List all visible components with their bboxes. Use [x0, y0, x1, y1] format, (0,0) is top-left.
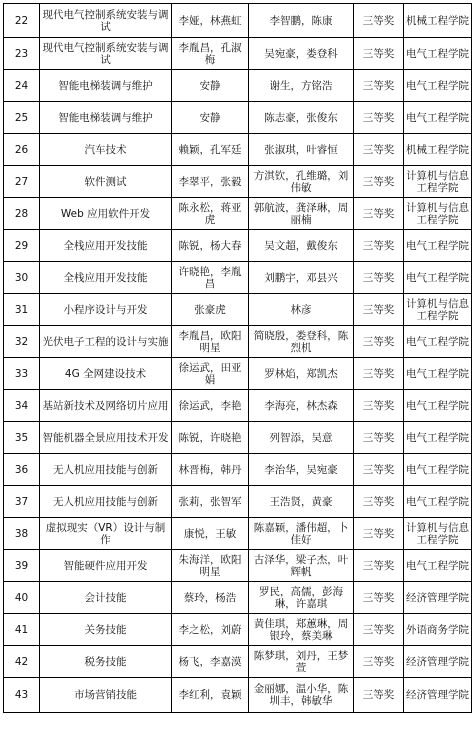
- cell-number: 32: [4, 326, 40, 358]
- table-row: [4, 102, 472, 134]
- cell-college: 电气工程学院: [404, 358, 472, 390]
- cell-number: 28: [4, 198, 40, 230]
- cell-college: 电气工程学院: [404, 550, 472, 582]
- cell-project: 全栈应用开发技能: [40, 230, 172, 262]
- cell-award: 三等奖: [354, 262, 404, 294]
- cell-project: 关务技能: [40, 614, 172, 646]
- cell-college: 机械工程学院: [404, 4, 472, 38]
- cell-students: 谢生，方铭浩: [249, 70, 354, 102]
- cell-teachers: 徐运武，田亚娟: [172, 358, 249, 390]
- table-row: [4, 422, 472, 454]
- cell-number: 41: [4, 614, 40, 646]
- cell-award: 三等奖: [354, 390, 404, 422]
- cell-college: 电气工程学院: [404, 70, 472, 102]
- cell-students: 王浩贤，黄豪: [249, 486, 354, 518]
- cell-students: 古泽华，梁子杰，叶辉帆: [249, 550, 354, 582]
- cell-project: 现代电气控制系统安装与调试: [40, 38, 172, 70]
- table-row: [4, 134, 472, 166]
- table-row: [4, 678, 472, 713]
- cell-teachers: 安静: [172, 102, 249, 134]
- cell-students: 李海亮，林杰森: [249, 390, 354, 422]
- cell-teachers: 李胤昌，孔淑梅: [172, 38, 249, 70]
- cell-college: 计算机与信息工程学院: [404, 518, 472, 550]
- cell-students: 列智添，吴意: [249, 422, 354, 454]
- table-row: [4, 518, 472, 550]
- cell-award: 三等奖: [354, 550, 404, 582]
- cell-college: 电气工程学院: [404, 38, 472, 70]
- cell-students: 林彦: [249, 294, 354, 326]
- cell-number: 33: [4, 358, 40, 390]
- cell-college: 经济管理学院: [404, 678, 472, 713]
- cell-students: 郭航波，龚泽琳，周丽楠: [249, 198, 354, 230]
- cell-teachers: 李娅，林燕虹: [172, 4, 249, 38]
- cell-award: 三等奖: [354, 518, 404, 550]
- cell-students: 刘鹏宇，邓县兴: [249, 262, 354, 294]
- cell-project: 4G 全网建设技术: [40, 358, 172, 390]
- cell-award: 三等奖: [354, 198, 404, 230]
- cell-project: 现代电气控制系统安装与调试: [40, 4, 172, 38]
- cell-number: 35: [4, 422, 40, 454]
- cell-number: 22: [4, 4, 40, 38]
- cell-project: 小程序设计与开发: [40, 294, 172, 326]
- cell-number: 25: [4, 102, 40, 134]
- cell-college: 计算机与信息工程学院: [404, 198, 472, 230]
- cell-teachers: 赖颖，孔军廷: [172, 134, 249, 166]
- cell-students: 李智鹏，陈康: [249, 4, 354, 38]
- cell-project: 智能机器全景应用技术开发: [40, 422, 172, 454]
- cell-students: 吴宛豪，娄登科: [249, 38, 354, 70]
- award-table: [3, 3, 472, 713]
- cell-teachers: 陈锐，许晓艳: [172, 422, 249, 454]
- table-row: [4, 646, 472, 678]
- cell-award: 三等奖: [354, 4, 404, 38]
- cell-college: 电气工程学院: [404, 262, 472, 294]
- table-row: [4, 614, 472, 646]
- cell-number: 36: [4, 454, 40, 486]
- cell-award: 三等奖: [354, 358, 404, 390]
- cell-project: 无人机应用技能与创新: [40, 454, 172, 486]
- cell-college: 计算机与信息工程学院: [404, 294, 472, 326]
- cell-number: 38: [4, 518, 40, 550]
- cell-college: 电气工程学院: [404, 486, 472, 518]
- table-row: [4, 454, 472, 486]
- cell-project: 智能电梯装调与维护: [40, 70, 172, 102]
- cell-teachers: 杨飞，李嘉漠: [172, 646, 249, 678]
- cell-college: 外语商务学院: [404, 614, 472, 646]
- cell-number: 43: [4, 678, 40, 713]
- cell-college: 电气工程学院: [404, 390, 472, 422]
- cell-college: 经济管理学院: [404, 646, 472, 678]
- cell-teachers: 朱海洋，欧阳明星: [172, 550, 249, 582]
- cell-teachers: 李红利，袁颖: [172, 678, 249, 713]
- cell-award: 三等奖: [354, 678, 404, 713]
- cell-award: 三等奖: [354, 582, 404, 614]
- table-row: [4, 582, 472, 614]
- cell-teachers: 安静: [172, 70, 249, 102]
- cell-students: 罗民，高儒，彭海琳，许嘉琪: [249, 582, 354, 614]
- cell-project: 基站新技术及网络切片应用: [40, 390, 172, 422]
- cell-project: 税务技能: [40, 646, 172, 678]
- cell-award: 三等奖: [354, 166, 404, 198]
- cell-award: 三等奖: [354, 614, 404, 646]
- cell-teachers: 李胤昌，欧阳明星: [172, 326, 249, 358]
- table-row: [4, 230, 472, 262]
- cell-award: 三等奖: [354, 326, 404, 358]
- table-row: [4, 294, 472, 326]
- cell-teachers: 徐运武，李艳: [172, 390, 249, 422]
- cell-number: 30: [4, 262, 40, 294]
- table-row: [4, 198, 472, 230]
- table-row: [4, 262, 472, 294]
- cell-project: 汽车技术: [40, 134, 172, 166]
- cell-students: 简晓殷，娄登科，陈烈机: [249, 326, 354, 358]
- table-row: [4, 550, 472, 582]
- table-row: [4, 70, 472, 102]
- cell-award: 三等奖: [354, 134, 404, 166]
- cell-number: 34: [4, 390, 40, 422]
- cell-award: 三等奖: [354, 38, 404, 70]
- cell-students: 李治华，吴宛豪: [249, 454, 354, 486]
- cell-award: 三等奖: [354, 454, 404, 486]
- cell-number: 26: [4, 134, 40, 166]
- cell-teachers: 张豪虎: [172, 294, 249, 326]
- cell-college: 电气工程学院: [404, 230, 472, 262]
- cell-teachers: 李翠平，张毅: [172, 166, 249, 198]
- cell-award: 三等奖: [354, 102, 404, 134]
- cell-college: 电气工程学院: [404, 326, 472, 358]
- cell-award: 三等奖: [354, 70, 404, 102]
- cell-number: 39: [4, 550, 40, 582]
- cell-number: 31: [4, 294, 40, 326]
- cell-students: 金丽娜，温小华，陈圳丰，韩敏华: [249, 678, 354, 713]
- table-row: [4, 4, 472, 38]
- cell-award: 三等奖: [354, 230, 404, 262]
- cell-project: 无人机应用技能与创新: [40, 486, 172, 518]
- cell-project: 全栈应用开发技能: [40, 262, 172, 294]
- cell-teachers: 李之松，刘蔚: [172, 614, 249, 646]
- cell-award: 三等奖: [354, 422, 404, 454]
- cell-college: 经济管理学院: [404, 582, 472, 614]
- cell-number: 23: [4, 38, 40, 70]
- cell-students: 方淇钦，孔维璐，刘伟敏: [249, 166, 354, 198]
- table-row: [4, 38, 472, 70]
- cell-teachers: 许晓艳，李胤昌: [172, 262, 249, 294]
- cell-teachers: 蔡玲，杨浩: [172, 582, 249, 614]
- cell-project: 会计技能: [40, 582, 172, 614]
- cell-students: 陈志豪，张俊东: [249, 102, 354, 134]
- cell-project: 虚拟现实（VR）设计与制作: [40, 518, 172, 550]
- cell-project: 软件测试: [40, 166, 172, 198]
- cell-students: 罗林焰，郑凯杰: [249, 358, 354, 390]
- cell-students: 张淑琪，叶睿恒: [249, 134, 354, 166]
- cell-college: 电气工程学院: [404, 454, 472, 486]
- cell-project: 市场营销技能: [40, 678, 172, 713]
- cell-students: 黄佳琪，郑蕙琳，周银玲，蔡美琳: [249, 614, 354, 646]
- cell-award: 三等奖: [354, 294, 404, 326]
- cell-project: Web 应用软件开发: [40, 198, 172, 230]
- cell-number: 42: [4, 646, 40, 678]
- table-row: [4, 326, 472, 358]
- cell-number: 40: [4, 582, 40, 614]
- cell-teachers: 林晋梅，韩丹: [172, 454, 249, 486]
- cell-award: 三等奖: [354, 486, 404, 518]
- table-row: [4, 166, 472, 198]
- cell-number: 37: [4, 486, 40, 518]
- cell-college: 计算机与信息工程学院: [404, 166, 472, 198]
- cell-number: 29: [4, 230, 40, 262]
- cell-students: 吴文超，戴俊东: [249, 230, 354, 262]
- cell-number: 24: [4, 70, 40, 102]
- cell-teachers: 陈锐，杨大春: [172, 230, 249, 262]
- table-row: [4, 358, 472, 390]
- cell-project: 智能电梯装调与维护: [40, 102, 172, 134]
- cell-number: 27: [4, 166, 40, 198]
- table-row: [4, 390, 472, 422]
- award-table-body: [4, 4, 472, 713]
- cell-college: 电气工程学院: [404, 102, 472, 134]
- cell-college: 电气工程学院: [404, 422, 472, 454]
- cell-teachers: 康悦，王敏: [172, 518, 249, 550]
- cell-college: 机械工程学院: [404, 134, 472, 166]
- cell-teachers: 张莉，张智军: [172, 486, 249, 518]
- cell-students: 陈梦琪，刘丹，王梦萱: [249, 646, 354, 678]
- cell-students: 陈嘉颖，潘伟超，卜佳好: [249, 518, 354, 550]
- table-row: [4, 486, 472, 518]
- cell-project: 智能硬件应用开发: [40, 550, 172, 582]
- cell-award: 三等奖: [354, 646, 404, 678]
- cell-project: 光伏电子工程的设计与实施: [40, 326, 172, 358]
- cell-teachers: 陈永松，蒋亚虎: [172, 198, 249, 230]
